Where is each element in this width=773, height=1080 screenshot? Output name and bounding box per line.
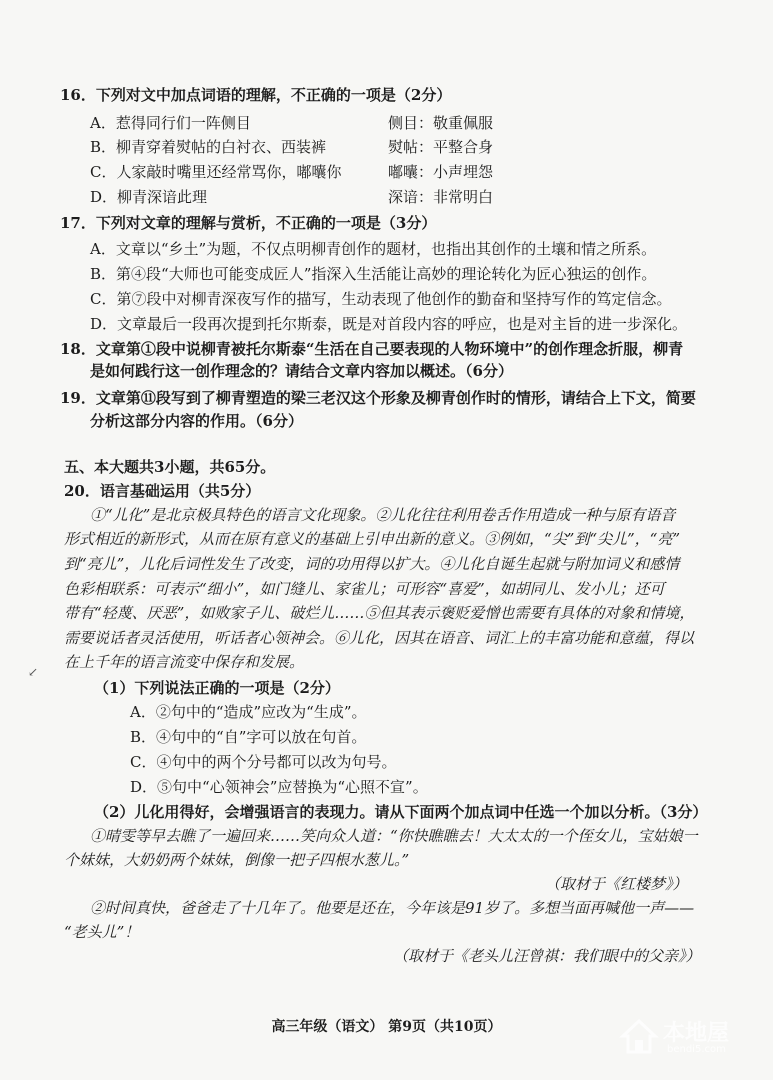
q18-line-1: 18．文章第①段中说柳青被托尔斯泰“生活在自己要表现的人物环境中”的创作理念折服，柳青	[60, 340, 684, 358]
example-2-line-1: ②时间真快，爸爸走了十几年了。他要是还在，今年该是91岁了。多想当面再喊他一声——	[90, 899, 695, 917]
q16-gloss-b: 熨帖：平整合身	[388, 138, 494, 156]
passage-line-2: 形式相近的新形式，从而在原有意义的基础上引申出新的意义。③例如，“尖”到“尖儿”，“亮”	[64, 530, 681, 548]
q16-gloss-d: 深谙：非常明白	[388, 188, 494, 206]
q16-option-b: B．柳青穿着熨帖的白衬衣、西装裤	[90, 138, 327, 156]
passage-line-7: 在上千年的语言流变中保存和发展。	[64, 653, 305, 671]
q16-stem: 16．下列对文中加点词语的理解，不正确的一项是（2分）	[60, 86, 452, 104]
q20-sub1-stem: （1）下列说法正确的一项是（2分）	[94, 679, 340, 697]
passage-line-1: ①“儿化”是北京极具特色的语言文化现象。②儿化往往利用卷舌作用造成一种与原有语音	[90, 506, 676, 524]
watermark-name: 本地屋	[663, 1021, 730, 1046]
watermark	[619, 1014, 759, 1062]
q20-sub1-option-d: D．⑤句中“心领神会”应替换为“心照不宣”。	[130, 778, 428, 796]
watermark-url: bendi5.com	[667, 1044, 726, 1055]
pen-mark: ↙	[28, 665, 39, 679]
q17-option-c: C．第⑦段中对柳青深夜写作的描写，生动表现了他创作的勤奋和坚持写作的笃定信念。	[90, 290, 672, 308]
q20-sub1-option-c: C．④句中的两个分号都可以改为句号。	[130, 753, 397, 771]
q19-line-1: 19．文章第⑪段写到了柳青塑造的梁三老汉这个形象及柳青创作时的情形，请结合上下文，简要	[60, 389, 696, 407]
q17-option-a: A．文章以“乡土”为题，不仅点明柳青创作的题材，也指出其创作的土壤和情之所系。	[90, 240, 657, 258]
example-1-line-2: 个妹妹，大奶奶两个妹妹，倒像一把子四根水葱儿。”	[64, 851, 410, 869]
q16-option-a: A．惹得同行们一阵侧目	[90, 114, 251, 132]
q20-title: 20．语言基础运用（共5分）	[64, 482, 261, 500]
q18-line-2: 是如何践行这一创作理念的？请结合文章内容加以概述。（6分）	[90, 362, 513, 380]
q17-option-b: B．第④段“大师也可能变成匠人”指深入生活能让高妙的理论转化为匠心独运的创作。	[90, 265, 657, 283]
q20-sub1-option-a: A．②句中的“造成”应改为“生成”。	[130, 703, 367, 721]
example-2-line-2: “老头儿”！	[64, 923, 140, 941]
q17-stem: 17．下列对文章的理解与赏析，不正确的一项是（3分）	[60, 214, 437, 232]
q16-gloss-a: 侧目：敬重佩服	[388, 114, 494, 132]
example-2-source: （取材于《老头儿汪曾祺：我们眼中的父亲》）	[393, 947, 701, 965]
passage-line-5: 带有“轻蔑、厌恶”，如败家子儿、破烂儿……⑤但其表示褒贬爱憎也需要有具体的对象和情境，	[64, 604, 695, 622]
q16-option-d: D．柳青深谙此理	[90, 188, 208, 206]
q16-gloss-c: 嘟囔：小声埋怨	[388, 163, 494, 181]
q16-option-c: C．人家敲时嘴里还经常骂你，嘟囔你	[90, 163, 342, 181]
section-5-title: 五、本大题共3小题，共65分。	[64, 458, 276, 476]
passage-line-6: 需要说话者灵活使用，听话者心领神会。⑥儿化，因其在语音、词汇上的丰富功能和意蕴，得以	[64, 629, 695, 647]
q17-option-d: D．文章最后一段再次提到托尔斯泰，既是对首段内容的呼应，也是对主旨的进一步深化。	[90, 315, 688, 333]
example-1-line-1: ①晴雯等早去瞧了一遍回来……笑向众人道：“你快瞧瞧去！大太太的一个侄女儿，宝姑娘一	[90, 827, 698, 845]
q20-sub2-stem: （2）儿化用得好，会增强语言的表现力。请从下面两个加点词中任选一个加以分析。（3分）	[94, 803, 708, 821]
q20-sub1-option-b: B．④句中的“自”字可以放在句首。	[130, 728, 367, 746]
q19-line-2: 分析这部分内容的作用。（6分）	[90, 412, 303, 430]
passage-line-4: 色彩相联系：可表示“细小”，如门缝儿、家雀儿；可形容“喜爱”，如胡同儿、发小儿；还可	[64, 580, 665, 598]
passage-line-3: 到“亮儿”，儿化后词性发生了改变，词的功用得以扩大。④儿化自诞生起就与附加词义和感情	[64, 555, 680, 573]
page-footer: 高三年级（语文） 第9页（共10页）	[271, 1019, 502, 1035]
house-icon	[619, 1016, 659, 1056]
example-1-source: （取材于《红楼梦》）	[545, 875, 688, 893]
